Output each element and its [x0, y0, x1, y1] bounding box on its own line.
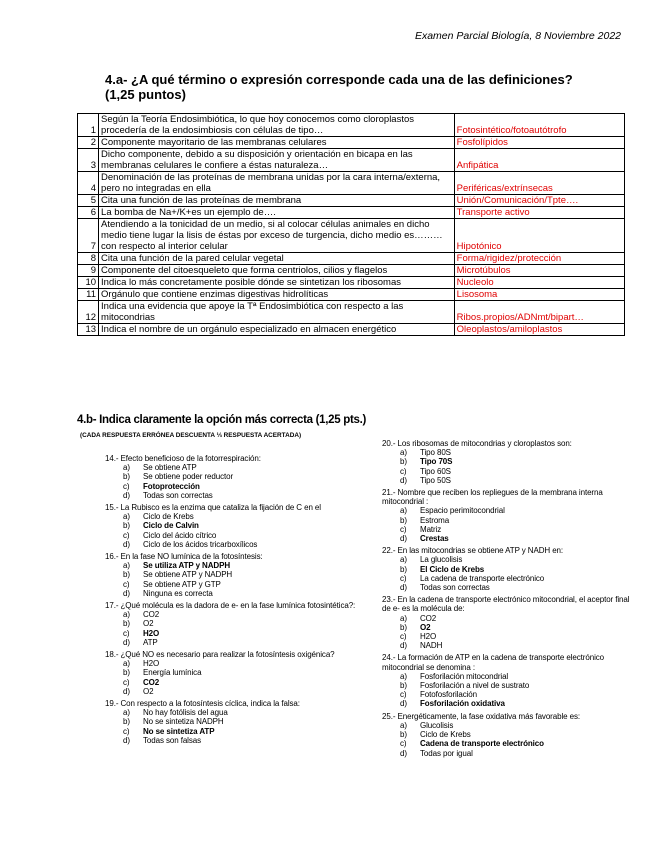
row-definition: Cita una función de las proteínas de membrana [99, 195, 455, 207]
answer-option [382, 623, 632, 632]
answer-option [382, 614, 632, 623]
table-row [78, 277, 625, 289]
answer-option [382, 516, 632, 525]
option-letter: b) [123, 717, 130, 727]
answer-option [105, 580, 375, 589]
row-definition: La bomba de Na+/K+es un ejemplo de…. [99, 207, 455, 219]
option-letter: c) [123, 726, 130, 736]
correct-option-text: Crestas [420, 534, 449, 544]
row-answer: Unión/Comunicación/Tpte…. [454, 195, 624, 207]
row-number: 1 [78, 114, 99, 137]
option-letter: b) [123, 668, 130, 678]
answer-option [105, 482, 375, 491]
definitions-table [77, 113, 625, 336]
option-letter: d) [400, 534, 407, 544]
option-text: Glucolisis [420, 720, 454, 730]
option-text: La glucolisis [420, 555, 463, 565]
option-letter: a) [123, 659, 130, 669]
row-definition: Atendiendo a la tonicidad de un medio, si al colocar células animales en dicho medio tiene lugar la lisis de éstas por exceso de turgencia, dicho medio es………con respecto al interior celular [99, 219, 455, 253]
correct-option-text: CO2 [143, 677, 160, 687]
option-text: O2 [143, 686, 154, 696]
answer-option [105, 678, 375, 687]
answer-option [105, 629, 375, 638]
row-answer: Lisosoma [454, 289, 624, 301]
section-b-title: 4.b- Indica claramente la opción más correcta (1,25 pts.) [77, 414, 367, 426]
answer-option [105, 521, 375, 530]
question-text: 20.- Los ribosomas de mitocondrias y cloroplastos son: [382, 439, 572, 448]
answer-option [382, 690, 632, 699]
answer-option [382, 534, 632, 543]
option-letter: d) [123, 637, 130, 647]
option-letter: b) [123, 619, 130, 629]
option-text: No se sintetiza NADPH [143, 717, 224, 727]
option-letter: d) [400, 641, 407, 651]
option-text: Ciclo del ácido cítrico [143, 530, 217, 540]
option-text: Energía lumínica [143, 668, 202, 678]
option-letter: d) [400, 748, 407, 758]
row-definition: Componente del citoesqueleto que forma centriolos, cilios y flagelos [99, 265, 455, 277]
option-text: ATP [143, 637, 158, 647]
option-text: H2O [143, 659, 160, 669]
table-row [78, 172, 625, 195]
table-row [78, 195, 625, 207]
option-letter: d) [123, 588, 130, 598]
option-letter: b) [123, 570, 130, 580]
row-number: 4 [78, 172, 99, 195]
table-row [78, 149, 625, 172]
row-number: 3 [78, 149, 99, 172]
option-letter: c) [400, 524, 407, 534]
answer-option [382, 525, 632, 534]
row-answer: Nucleolo [454, 277, 624, 289]
option-letter: c) [123, 628, 130, 638]
section-a-title: 4.a- ¿A qué término o expresión corresponde cada una de las definiciones? (1,25 puntos) [105, 72, 573, 102]
option-text: H2O [420, 632, 437, 642]
row-number: 6 [78, 207, 99, 219]
option-text: Todas por igual [420, 748, 473, 758]
table-row [78, 324, 625, 336]
option-letter: a) [400, 555, 407, 565]
right-question-column [382, 436, 632, 758]
option-text: Fosforilación a nivel de sustrato [420, 681, 530, 691]
option-letter: d) [400, 583, 407, 593]
answer-option [382, 506, 632, 515]
question-text: 25.- Energéticamente, la fase oxidativa más favorable es: [382, 711, 580, 721]
option-letter: c) [400, 690, 407, 700]
answer-option [382, 632, 632, 641]
answer-option [105, 717, 375, 726]
option-letter: b) [400, 681, 407, 691]
option-letter: a) [123, 610, 130, 620]
option-text: Todas son correctas [420, 583, 490, 593]
option-text: Tipo 80S [420, 448, 451, 458]
left-question-column [105, 451, 375, 745]
answer-option [382, 555, 632, 564]
question-text: 23.- En la cadena de transporte electrónico mitocondrial, el aceptor final de e- es la molécula de: [382, 595, 630, 614]
option-text: Ciclo de los ácidos tricarboxílicos [143, 539, 258, 549]
answer-option [105, 668, 375, 677]
correct-option-text: Fotoprotección [143, 481, 200, 491]
option-letter: d) [123, 735, 130, 745]
answer-option [382, 699, 632, 708]
correct-option-text: No se sintetiza ATP [143, 726, 215, 736]
question-text: 19.- Con respecto a la fotosíntesis cíclica, indica la falsa: [105, 699, 300, 709]
answer-option [382, 448, 632, 457]
option-text: Se obtiene poder reductor [143, 472, 234, 482]
row-number: 8 [78, 253, 99, 265]
option-letter: b) [400, 622, 407, 632]
table-row [78, 253, 625, 265]
section-b-note: (CADA RESPUESTA ERRÓNEA DESCUENTA ⅓ RESPUESTA ACERTADA) [80, 432, 302, 439]
option-text: Ninguna es correcta [143, 588, 213, 598]
question-text: 22.- En las mitocondrias se obtiene ATP y NADH en: [382, 546, 564, 556]
option-letter: a) [123, 463, 130, 473]
answer-option [382, 672, 632, 681]
table-row [78, 265, 625, 277]
row-number: 7 [78, 219, 99, 253]
answer-option [105, 708, 375, 717]
table-row [78, 137, 625, 149]
option-text: Se obtiene ATP [143, 463, 197, 473]
answer-option [382, 749, 632, 758]
page-header: Examen Parcial Biología, 8 Noviembre 2022 [414, 30, 621, 42]
question-text: 24.- La formación de ATP en la cadena de transporte electrónico mitocondrial se denomina : [382, 653, 604, 672]
option-letter: c) [123, 677, 130, 687]
option-text: Ciclo de Krebs [420, 730, 471, 740]
answer-option [382, 476, 632, 485]
row-number: 13 [78, 324, 99, 336]
row-number: 5 [78, 195, 99, 207]
option-letter: c) [123, 530, 130, 540]
answer-option [382, 565, 632, 574]
table-row [78, 114, 625, 137]
option-text: Todas son correctas [143, 490, 213, 500]
answer-option [105, 540, 375, 549]
row-definition: Indica lo más concretamente posible dónde se sintetizan los ribosomas [99, 277, 455, 289]
answer-option [382, 721, 632, 730]
row-answer: Fosfolípidos [454, 137, 624, 149]
option-letter: b) [400, 457, 407, 467]
option-letter: a) [123, 561, 130, 571]
row-answer: Microtúbulos [454, 265, 624, 277]
option-text: Fotofosforilación [420, 690, 477, 700]
option-letter: c) [400, 466, 407, 476]
option-letter: b) [123, 521, 130, 531]
answer-option [105, 736, 375, 745]
row-definition: Componente mayoritario de las membranas celulares [99, 137, 455, 149]
row-answer: Periféricas/extrínsecas [454, 172, 624, 195]
option-text: Se obtiene ATP y GTP [143, 579, 221, 589]
table-row [78, 207, 625, 219]
answer-option [382, 641, 632, 650]
correct-option-text: O2 [420, 622, 431, 632]
option-letter: a) [400, 448, 407, 458]
question-text: 21.- Nombre que reciben los repliegues de la membrana interna mitocondrial : [382, 488, 603, 507]
option-letter: d) [400, 699, 407, 709]
answer-option [105, 491, 375, 500]
option-letter: d) [123, 490, 130, 500]
option-text: Tipo 60S [420, 466, 451, 476]
option-text: Espacio perimitocondrial [420, 506, 505, 516]
row-definition: Cita una función de la pared celular vegetal [99, 253, 455, 265]
row-number: 10 [78, 277, 99, 289]
answer-option [105, 472, 375, 481]
table-row [78, 289, 625, 301]
answer-option [382, 583, 632, 592]
answer-option [105, 531, 375, 540]
option-text: O2 [143, 619, 154, 629]
row-answer: Oleoplastos/amiloplastos [454, 324, 624, 336]
row-definition: Indica el nombre de un orgánulo especializado en almacen energético [99, 324, 455, 336]
row-answer: Forma/rigidez/protección [454, 253, 624, 265]
correct-option-text: H2O [143, 628, 160, 638]
option-letter: a) [123, 708, 130, 718]
answer-option [382, 574, 632, 583]
row-number: 11 [78, 289, 99, 301]
option-text: Ciclo de Krebs [143, 512, 194, 522]
row-answer: Anfipática [454, 149, 624, 172]
answer-option [105, 589, 375, 598]
row-number: 12 [78, 301, 99, 324]
answer-option [105, 463, 375, 472]
answer-option [105, 659, 375, 668]
correct-option-text: Tipo 70S [420, 457, 453, 467]
option-letter: a) [400, 720, 407, 730]
row-answer: Fotosintético/fotoautótrofo [454, 114, 624, 137]
answer-option [105, 512, 375, 521]
question-text: 15.- La Rubisco es la enzima que cataliza la fijación de C en el [105, 503, 321, 513]
row-definition: Denominación de las proteínas de membrana unidas por la cara interna/externa, pero no integradas en ella [99, 172, 455, 195]
answer-option [105, 619, 375, 628]
option-text: La cadena de transporte electrónico [420, 573, 545, 583]
answer-option [105, 638, 375, 647]
option-letter: d) [123, 539, 130, 549]
row-number: 2 [78, 137, 99, 149]
row-definition: Indica una evidencia que apoye la Tª Endosimbiótica con respecto a las mitocondrias [99, 301, 455, 324]
correct-option-text: Se utiliza ATP y NADPH [143, 561, 231, 571]
option-letter: a) [400, 671, 407, 681]
row-definition: Orgánulo que contiene enzimas digestivas hidrolíticas [99, 289, 455, 301]
option-text: Fosforilación mitocondrial [420, 671, 509, 681]
answer-option [382, 730, 632, 739]
option-letter: a) [400, 613, 407, 623]
question-text: 18.- ¿Qué NO es necesario para realizar la fotosíntesis oxigénica? [105, 650, 335, 660]
row-answer: Hipotónico [454, 219, 624, 253]
row-answer: Ribos.propios/ADNmt/bipart… [454, 301, 624, 324]
answer-option [105, 561, 375, 570]
option-text: Todas son falsas [143, 735, 201, 745]
row-definition: Según la Teoría Endosimbiótica, lo que hoy conocemos como cloroplastos procedería de la endosimbiosis con células de tipo… [99, 114, 455, 137]
table-row [78, 301, 625, 324]
answer-option [382, 467, 632, 476]
option-text: No hay fotólisis del agua [143, 708, 228, 718]
option-letter: d) [400, 475, 407, 485]
option-letter: b) [123, 472, 130, 482]
row-answer: Transporte activo [454, 207, 624, 219]
option-letter: d) [123, 686, 130, 696]
option-letter: c) [400, 739, 407, 749]
correct-option-text: Ciclo de Calvin [143, 521, 199, 531]
correct-option-text: Cadena de transporte electrónico [420, 739, 544, 749]
option-text: Tipo 50S [420, 475, 451, 485]
option-letter: c) [400, 573, 407, 583]
correct-option-text: El Ciclo de Krebs [420, 564, 485, 574]
option-letter: c) [123, 481, 130, 491]
answer-option [382, 739, 632, 748]
answer-option [382, 457, 632, 466]
option-text: NADH [420, 641, 443, 651]
question-text: 17.- ¿Qué molécula es la dadora de e- en la fase lumínica fotosintética?: [105, 601, 356, 611]
option-text: CO2 [143, 610, 160, 620]
option-text: Estroma [420, 515, 450, 525]
option-text: Se obtiene ATP y NADPH [143, 570, 233, 580]
option-letter: c) [123, 579, 130, 589]
correct-option-text: Fosforilación oxidativa [420, 699, 505, 709]
row-definition: Dicho componente, debido a su disposición y orientación en bicapa en las membranas celulares le confiere a éstas naturaleza… [99, 149, 455, 172]
answer-option [105, 727, 375, 736]
answer-option [105, 610, 375, 619]
answer-option [105, 687, 375, 696]
question-text: 14.- Efecto beneficioso de la fotorrespiración: [105, 454, 261, 463]
option-letter: a) [400, 506, 407, 516]
option-text: CO2 [420, 613, 437, 623]
option-letter: b) [400, 564, 407, 574]
option-letter: b) [400, 730, 407, 740]
option-letter: b) [400, 515, 407, 525]
row-number: 9 [78, 265, 99, 277]
option-letter: a) [123, 512, 130, 522]
answer-option [105, 570, 375, 579]
option-letter: c) [400, 632, 407, 642]
answer-option [382, 681, 632, 690]
question-text: 16.- En la fase NO lumínica de la fotosíntesis: [105, 552, 263, 562]
option-text: Matriz [420, 524, 442, 534]
table-row [78, 219, 625, 253]
